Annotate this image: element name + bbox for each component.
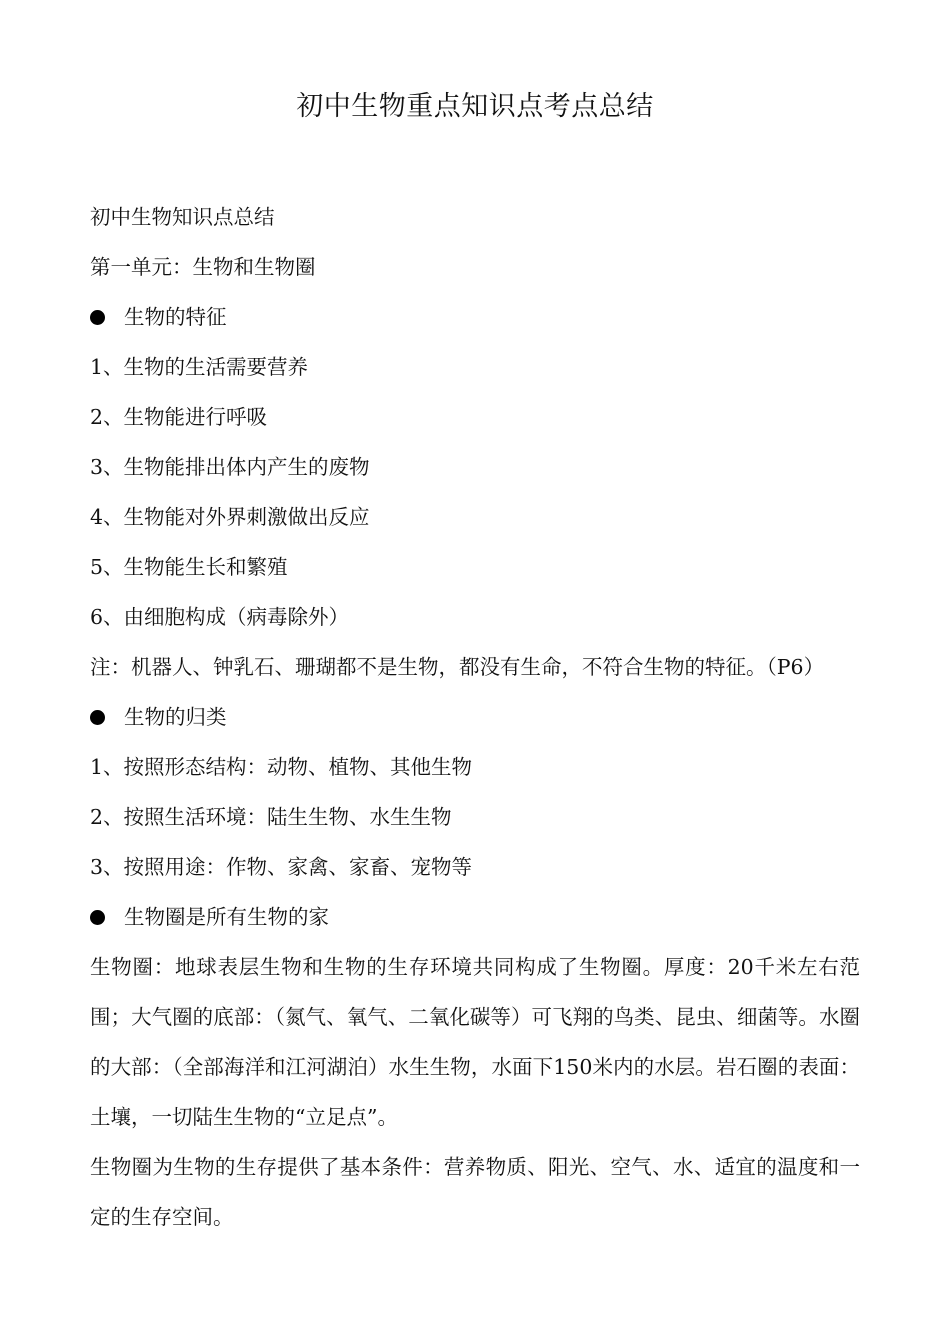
list-item: 6、由细胞构成（病毒除外） <box>90 605 350 629</box>
summary-heading: 初中生物知识点总结 <box>90 205 275 229</box>
note-line: 注：机器人、钟乳石、珊瑚都不是生物，都没有生命，不符合生物的特征。（P6） <box>90 655 825 679</box>
paragraph-biosphere-definition: 生物圈：地球表层生物和生物的生存环境共同构成了生物圈。厚度：20千米左右范围；大气圈的底部：（氮气、氧气、二氧化碳等）可飞翔的鸟类、昆虫、细菌等。水圈的大部：（全部海洋和江河湖泊）水生生物，水面下150米内的水层。岩石圈的表面：土壤，一切陆生生物的“立足点”。 <box>90 955 860 1129</box>
section-heading-classification <box>90 692 860 742</box>
paragraph-biosphere-conditions: 生物圈为生物的生存提供了基本条件：营养物质、阳光、空气、水、适宜的温度和一定的生存空间。 <box>90 1155 860 1229</box>
list-item: 3、按照用途：作物、家禽、家畜、宠物等 <box>90 855 473 879</box>
document-title: 初中生物重点知识点考点总结 <box>296 91 654 122</box>
list-item: 4、生物能对外界刺激做出反应 <box>90 505 370 529</box>
unit-heading: 第一单元：生物和生物圈 <box>90 255 316 279</box>
section-heading-text: 生物圈是所有生物的家 <box>124 905 329 929</box>
list-item: 3、生物能排出体内产生的废物 <box>90 455 370 479</box>
bullet-icon <box>90 892 124 942</box>
list-item: 2、生物能进行呼吸 <box>90 405 268 429</box>
section-heading-biosphere <box>90 892 860 942</box>
list-item: 1、生物的生活需要营养 <box>90 355 309 379</box>
bullet-icon <box>90 692 124 742</box>
section-heading-characteristics <box>90 292 860 342</box>
list-item: 1、按照形态结构：动物、植物、其他生物 <box>90 755 473 779</box>
bullet-icon <box>90 292 124 342</box>
list-item: 2、按照生活环境：陆生生物、水生生物 <box>90 805 452 829</box>
section-heading-text: 生物的归类 <box>124 705 227 729</box>
document-body <box>90 192 860 1242</box>
list-item: 5、生物能生长和繁殖 <box>90 555 288 579</box>
section-heading-text: 生物的特征 <box>124 305 227 329</box>
